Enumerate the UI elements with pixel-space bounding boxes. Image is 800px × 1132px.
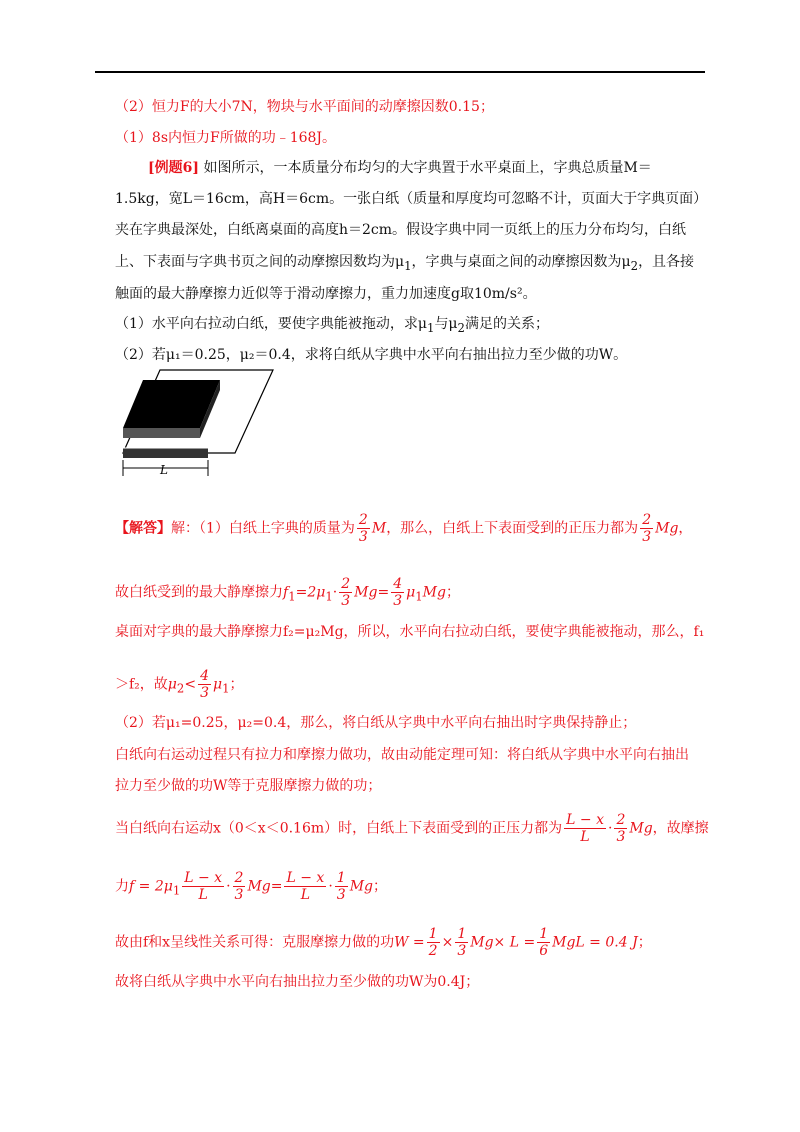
- frac-2-3: [614, 812, 627, 845]
- semicolon: ；: [445, 584, 460, 601]
- mg: Mg: [422, 584, 446, 601]
- answer-tag: 【解答】: [115, 520, 171, 537]
- solution-line-10: [115, 926, 715, 959]
- den: L: [300, 887, 311, 903]
- solution-line-8: [115, 812, 715, 845]
- sub-2: 2: [457, 320, 465, 335]
- a2-a: 故白纸受到的最大静摩擦力: [115, 584, 283, 601]
- comma: ，: [678, 520, 693, 537]
- den: 3: [393, 593, 403, 609]
- f1: f: [283, 584, 289, 601]
- dot: ·: [332, 584, 338, 601]
- q1-a: （1）水平向右拉动白纸，要使字典能被拖动，求μ: [115, 316, 428, 332]
- num: 1: [336, 870, 346, 886]
- a8-a: 当白纸向右运动x（0＜x＜0.16m）时，白纸上下表面受到的正压力都为: [115, 820, 563, 837]
- f-eq: f = 2μ: [129, 878, 173, 895]
- result: MgL = 0.4 J: [552, 934, 638, 951]
- example-para-1: [148, 158, 748, 178]
- frac-4-3: [391, 576, 404, 609]
- num: 2: [234, 870, 244, 886]
- mu2: μ: [167, 676, 177, 693]
- frac-1-3: [335, 870, 348, 903]
- mg: Mg: [247, 878, 271, 895]
- num: 2: [358, 512, 368, 528]
- num: L − x: [184, 870, 223, 886]
- dot: ·: [607, 820, 613, 837]
- dot: ·: [328, 878, 333, 895]
- a8-b: ，故摩擦: [652, 820, 709, 837]
- frac-2-3: [357, 512, 370, 545]
- den: 3: [200, 685, 209, 701]
- solution-line-1: [115, 512, 715, 545]
- den: 3: [234, 887, 244, 903]
- two-mu1: =2μ: [295, 584, 326, 601]
- den: 3: [341, 593, 351, 609]
- sub-1: 1: [222, 681, 230, 696]
- frac-2-3: [339, 576, 352, 609]
- semicolon: ；: [229, 676, 244, 693]
- num: L − x: [566, 812, 604, 828]
- mg: Mg: [349, 878, 373, 895]
- dictionary-figure: [115, 368, 275, 483]
- solution-line-2: [115, 576, 715, 609]
- num: L − x: [286, 870, 325, 886]
- mg: Mg: [470, 934, 494, 951]
- w-eq: W =: [394, 934, 425, 951]
- mu1: μ: [406, 584, 416, 601]
- times-l: × L =: [493, 934, 536, 951]
- question-2: （2）若μ₁＝0.25，μ₂＝0.4，求将白纸从字典中水平向右抽出拉力至少做的功W。: [115, 347, 628, 363]
- sub-1: 1: [427, 320, 435, 335]
- mg: Mg: [629, 820, 653, 837]
- frac-lx-l: [284, 870, 326, 903]
- frac-2-3: [233, 870, 246, 903]
- den: 6: [539, 943, 549, 959]
- solution-line-11: 故将白纸从字典中水平向右抽出拉力至少做的功W为0.4J；: [115, 974, 480, 990]
- header-rule: [95, 71, 705, 73]
- semicolon: ；: [372, 878, 387, 895]
- den: 3: [616, 829, 626, 845]
- a4-a: ＞f₂，故: [115, 676, 168, 693]
- den: 3: [358, 529, 368, 545]
- mg: Mg: [354, 584, 378, 601]
- frac-lx-l: [564, 812, 606, 845]
- mass-M: M: [371, 520, 387, 537]
- sub-1: 1: [325, 589, 333, 604]
- den: L: [198, 887, 208, 903]
- a1-b: ，那么，白纸上下表面受到的正压力都为: [386, 520, 639, 537]
- q1-b: 与μ: [434, 316, 458, 332]
- num: 2: [341, 576, 351, 592]
- example-text-1: 如图所示，一本质量分布均匀的大字典置于水平桌面上，字典总质量M＝: [203, 160, 652, 176]
- den: 3: [336, 887, 346, 903]
- a9-a: 力: [115, 878, 129, 895]
- den: 2: [428, 943, 438, 959]
- num: 1: [457, 926, 467, 942]
- dot: ·: [226, 878, 231, 895]
- example-para-4: [115, 252, 715, 276]
- frac-lx-l: [182, 870, 224, 903]
- q1-c: 满足的关系；: [464, 316, 549, 332]
- a10-a: 故由f和x呈线性关系可得：克服摩擦力做的功: [115, 934, 395, 951]
- a1-a: 解：（1）白纸上字典的质量为: [171, 520, 355, 537]
- answer-line-2: （2）恒力F的大小7N，物块与水平面间的动摩擦因数0.15；: [115, 99, 494, 115]
- frac-1-6: [537, 926, 550, 959]
- solution-line-7: 拉力至少做的功W等于克服摩擦力做的功；: [115, 778, 382, 794]
- den: 3: [457, 943, 467, 959]
- sub-1: 1: [415, 589, 423, 604]
- num: 1: [428, 926, 438, 942]
- num: 4: [200, 668, 209, 684]
- den: 3: [642, 529, 652, 545]
- p4-a: 上、下表面与字典书页之间的动摩擦因数均为μ: [115, 254, 405, 270]
- sub-2: 2: [176, 681, 185, 696]
- solution-line-5: （2）若μ₁=0.25，μ₂=0.4，那么，将白纸从字典中水平向右抽出时字典保持静止；: [115, 715, 637, 731]
- solution-line-9: [115, 870, 715, 903]
- sub-1: 1: [404, 258, 412, 273]
- question-1: [115, 314, 715, 338]
- sub-1: 1: [288, 589, 296, 604]
- eq: =: [377, 584, 390, 601]
- p4-c: ，且各接: [638, 254, 695, 270]
- example-tag: [例题6]: [148, 160, 199, 176]
- frac-4-3: [198, 668, 211, 701]
- book-bottom: [123, 448, 208, 458]
- mu1: μ: [212, 676, 223, 693]
- semicolon: ；: [637, 934, 652, 951]
- solution-line-3: 桌面对字典的最大静摩擦力f₂=μ₂Mg，所以，水平向右拉动白纸，要使字典能被拖动，那么，f₁: [115, 624, 705, 640]
- p4-b: ，字典与桌面之间的动摩擦因数为μ: [411, 254, 631, 270]
- mg: Mg: [655, 520, 679, 537]
- dim-label: L: [160, 463, 168, 477]
- solution-line-4: [115, 668, 715, 701]
- frac-1-3: [455, 926, 468, 959]
- example-para-5: 触面的最大静摩擦力近似等于滑动摩擦力，重力加速度g取10m/s²。: [115, 286, 537, 302]
- sub-2: 2: [630, 258, 639, 273]
- den: L: [580, 829, 590, 845]
- example-para-3: 夹在字典最深处，白纸离桌面的高度h＝2cm。假设字典中同一页纸上的压力分布均匀，白纸: [115, 222, 687, 238]
- num: 4: [393, 576, 403, 592]
- example-para-2: 1.5kg，宽L＝16cm，高H＝6cm。一张白纸（质量和厚度均可忽略不计，页面大于字典页面）: [115, 191, 708, 207]
- num: 1: [539, 926, 549, 942]
- sub-1: 1: [172, 883, 181, 898]
- lt: <: [184, 676, 197, 693]
- book-front: [123, 428, 200, 438]
- answer-line-1: （1）8s内恒力F所做的功﹣168J。: [115, 130, 337, 146]
- solution-line-6: 白纸向右运动过程只有拉力和摩擦力做功，故由动能定理可知：将白纸从字典中水平向右抽出: [115, 747, 689, 763]
- eq: =: [270, 878, 283, 895]
- times: ×: [441, 934, 454, 951]
- frac-1-2: [427, 926, 440, 959]
- frac-2-3: [640, 512, 653, 545]
- num: 2: [642, 512, 652, 528]
- num: 2: [616, 812, 626, 828]
